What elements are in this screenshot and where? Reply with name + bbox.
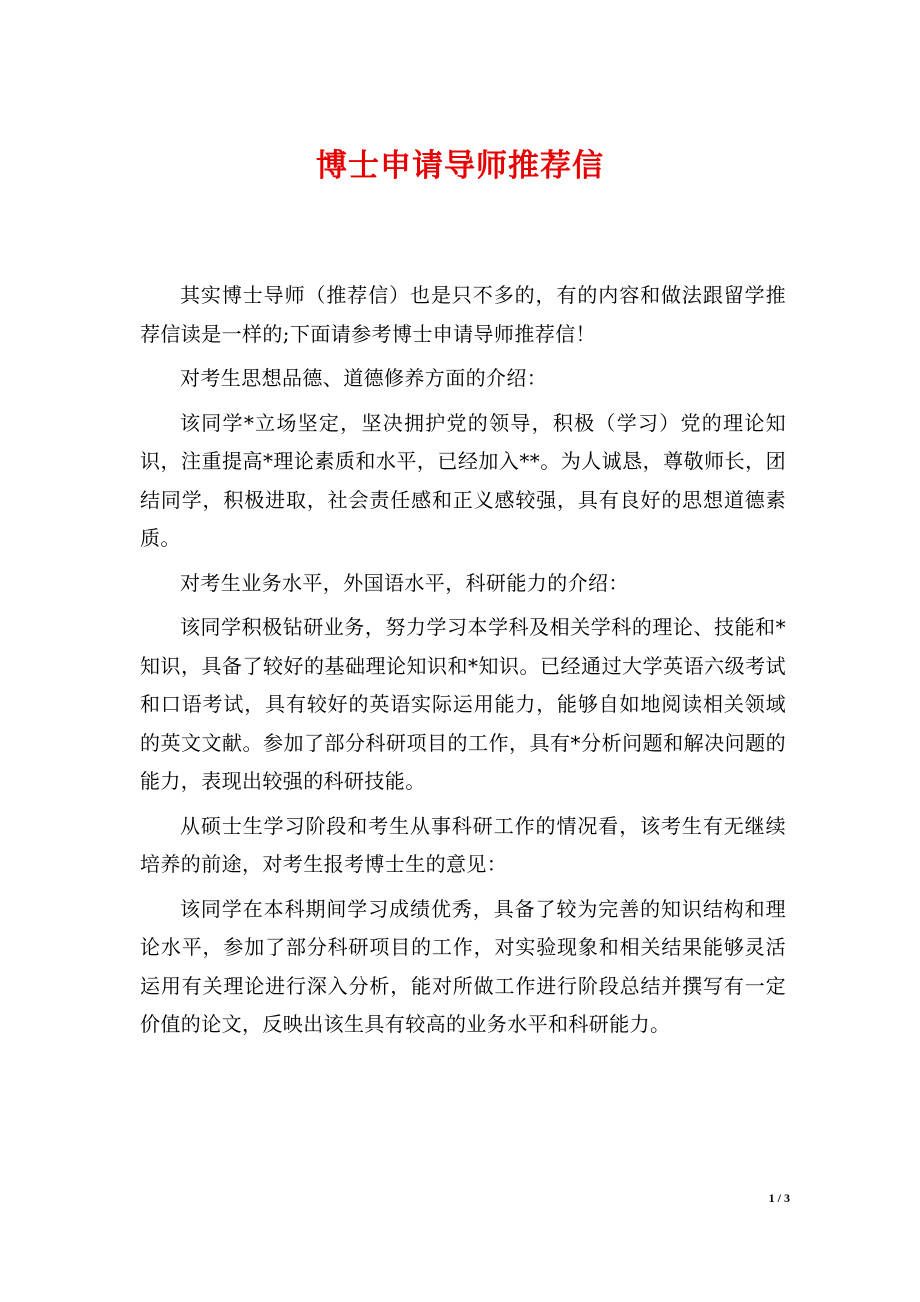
- paragraph-heading-morality: 对考生思想品德、道德修养方面的介绍：: [180, 366, 548, 390]
- paragraph-heading-prospects: 从硕士生学习阶段和考生从事科研工作的情况看，该考生有无继续培养的前途，对考生报考博士生的意见：: [140, 813, 786, 876]
- document-title: 博士申请导师推荐信: [316, 148, 604, 184]
- paragraph-intro: 其实博士导师（推荐信）也是只不多的，有的内容和做法跟留学推荐信读是一样的;下面请参考博士申请导师推荐信！: [140, 283, 786, 346]
- document-body: [140, 276, 786, 1050]
- paragraph-morality: 该同学*立场坚定，坚决拥护党的领导，积极（学习）党的理论知识，注重提高*理论素质和水平，已经加入**。为人诚恳，尊敬师长，团结同学，积极进取，社会责任感和正义感较强，具有良好的思想道德素质。: [140, 410, 786, 550]
- paragraph-ability: 该同学积极钻研业务，努力学习本学科及相关学科的理论、技能和*知识，具备了较好的基础理论知识和*知识。已经通过大学英语六级考试和口语考试，具有较好的英语实际运用能力，能够自如地阅读相关领域的英文文献。参加了部分科研项目的工作，具有*分析问题和解决问题的能力，表现出较强的科研技能。: [140, 615, 786, 793]
- page-number: 1 / 3: [768, 1191, 790, 1205]
- paragraph-heading-ability: 对考生业务水平，外国语水平，科研能力的介绍：: [180, 570, 629, 595]
- paragraph-prospects: 该同学在本科期间学习成绩优秀，具备了较为完善的知识结构和理论水平，参加了部分科研项目的工作，对实验现象和相关结果能够灵活运用有关理论进行深入分析，能对所做工作进行阶段总结并撰写有一定价值的论文，反映出该生具有较高的业务水平和科研能力。: [140, 896, 786, 1036]
